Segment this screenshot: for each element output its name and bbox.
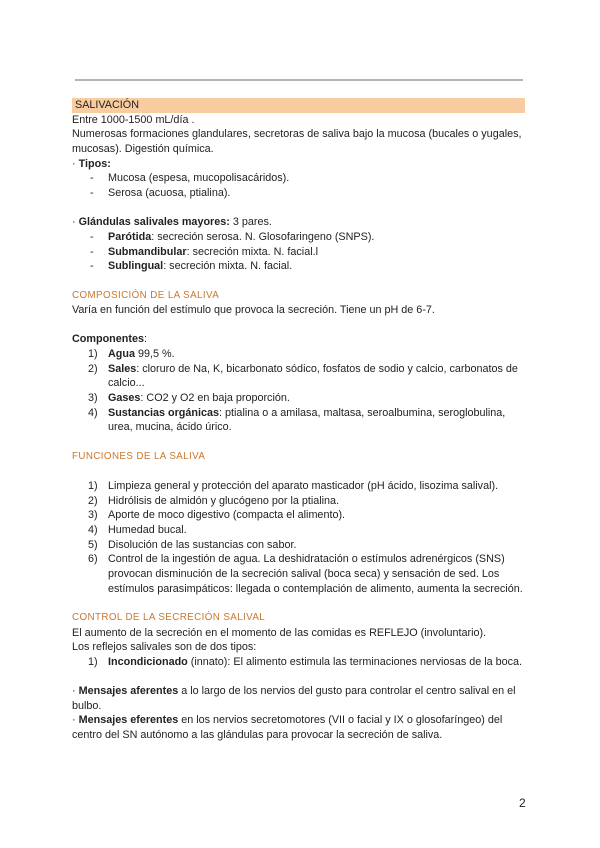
paragraph: Numerosas formaciones glandulares, secretoras de saliva bajo la mucosa (bucales o yugales, mucosas). Digestión química. — [72, 128, 522, 155]
item-bold: Gases — [108, 392, 141, 405]
tipos-heading: · Tipos: — [72, 157, 111, 170]
item-text: Aporte de moco digestivo (compacta el alimento). — [108, 509, 346, 522]
paragraph — [72, 684, 525, 713]
glandulas-heading: · Glándulas salivales mayores: 3 pares. — [72, 216, 272, 229]
item-text: : secreción serosa. N. Glosofaringeno (SNPS). — [151, 230, 375, 243]
item-bold: Mensajes aferentes — [78, 685, 179, 698]
item-number: 6) — [88, 553, 98, 566]
item-text: : secreción mixta. N. facial.l — [186, 245, 318, 258]
list-item — [72, 523, 525, 538]
tipos-label: Tipos: — [78, 157, 111, 170]
paragraph: El aumento de la secreción en el momento de las comidas es REFLEJO (involuntario). — [72, 626, 487, 639]
item-text: Control de la ingestión de agua. La deshidratación o estímulos adrenérgicos (SNS) provocan disminución de la secreción salival (boca seca) y sensación de sed. Los estímulos parasimpáticos: llegada o contemplación de alimento, aumenta la secreción. — [108, 553, 523, 595]
item-number: 2) — [88, 362, 98, 375]
list-item — [72, 552, 525, 596]
item-number: 5) — [88, 538, 98, 551]
bullet: · — [72, 685, 79, 698]
item-number: 3) — [88, 509, 98, 522]
item-text: : secreción mixta. N. facial. — [163, 260, 293, 273]
bullet: · — [72, 714, 79, 727]
list-item — [72, 362, 525, 391]
list-item — [72, 259, 525, 274]
item-bold: Sublingual — [108, 260, 164, 273]
glandulas-rest: 3 pares. — [229, 216, 272, 229]
item-number: 4) — [88, 406, 98, 419]
item-bold: Mensajes eferentes — [78, 714, 179, 727]
item-number: 1) — [88, 655, 98, 668]
item-text: (innato): El alimento estimula las terminaciones nerviosas de la boca. — [187, 655, 523, 668]
list-item — [72, 347, 525, 362]
paragraph — [72, 713, 525, 742]
header-rule — [75, 79, 523, 81]
item-text: a lo largo de los nervios del gusto para controlar el centro salival en el bulbo. — [72, 685, 516, 712]
item-text: Disolución de las sustancias con sabor. — [108, 538, 297, 551]
item-text: : ptialina o a amilasa, maltasa, seroalbumina, seroglobulina, urea, mucina, ácido úrico. — [108, 406, 506, 434]
item-text: : CO2 y O2 en baja proporción. — [140, 392, 290, 405]
item-text: en los nervios secretomotores (VII o facial y IX o glosofaríngeo) del centro del SN autónomo a las glándulas para provocar la secreción de saliva. — [72, 714, 503, 742]
list-item — [72, 391, 525, 406]
section-heading: CONTROL DE LA SECRECIÓN SALIVAL — [72, 611, 266, 623]
item-bold: Parótida — [108, 230, 152, 243]
item-number: 3) — [88, 392, 98, 405]
item-bold: Sustancias orgánicas — [108, 406, 220, 419]
componentes-label: Componentes — [72, 333, 144, 346]
item-number: 1) — [88, 479, 98, 492]
list-item — [72, 538, 525, 553]
colon: : — [143, 333, 147, 346]
list-item — [72, 479, 525, 494]
componentes-heading — [72, 332, 525, 347]
item-number: 4) — [88, 523, 98, 536]
item-text: Hidrólisis de almidón y glucógeno por la ptialina. — [108, 494, 340, 507]
paragraph: Los reflejos salivales son de dos tipos: — [72, 641, 257, 654]
item-text: Limpieza general y protección del aparato masticador (pH ácido, lisozima salival). — [108, 479, 499, 492]
page-number: 2 — [519, 796, 526, 810]
list-item: - Mucosa (espesa, mucopolisacáridos). — [72, 171, 525, 186]
page-content — [72, 98, 525, 743]
item-number: 1) — [88, 348, 98, 361]
item-text: 99,5 %. — [135, 348, 175, 361]
item-number: 2) — [88, 494, 98, 507]
glandulas-label: Glándulas salivales mayores: — [78, 216, 230, 229]
list-item — [72, 655, 525, 670]
item-bold: Agua — [108, 348, 135, 361]
item-text: : cloruro de Na, K, bicarbonato sódico, fosfatos de sodio y calcio, carbonatos de calcio... — [108, 362, 518, 390]
paragraph: Entre 1000-1500 mL/día . — [72, 113, 195, 126]
section-heading: FUNCIONES DE LA SALIVA — [72, 450, 206, 462]
section-title: SALIVACIÓN — [72, 98, 525, 113]
paragraph: Varía en función del estímulo que provoca la secreción. Tiene un pH de 6-7. — [72, 304, 435, 317]
item-bold: Sales — [108, 362, 137, 375]
list-item — [72, 245, 525, 260]
item-bold: Incondicionado — [108, 655, 188, 668]
list-item: - Serosa (acuosa, ptialina). — [72, 186, 525, 201]
section-heading: COMPOSICIÓN DE LA SALIVA — [72, 289, 220, 301]
list-item — [72, 230, 525, 245]
item-text: Humedad bucal. — [108, 523, 187, 536]
item-bold: Submandibular — [108, 245, 187, 258]
list-item — [72, 494, 525, 509]
list-item — [72, 406, 525, 435]
list-item — [72, 508, 525, 523]
